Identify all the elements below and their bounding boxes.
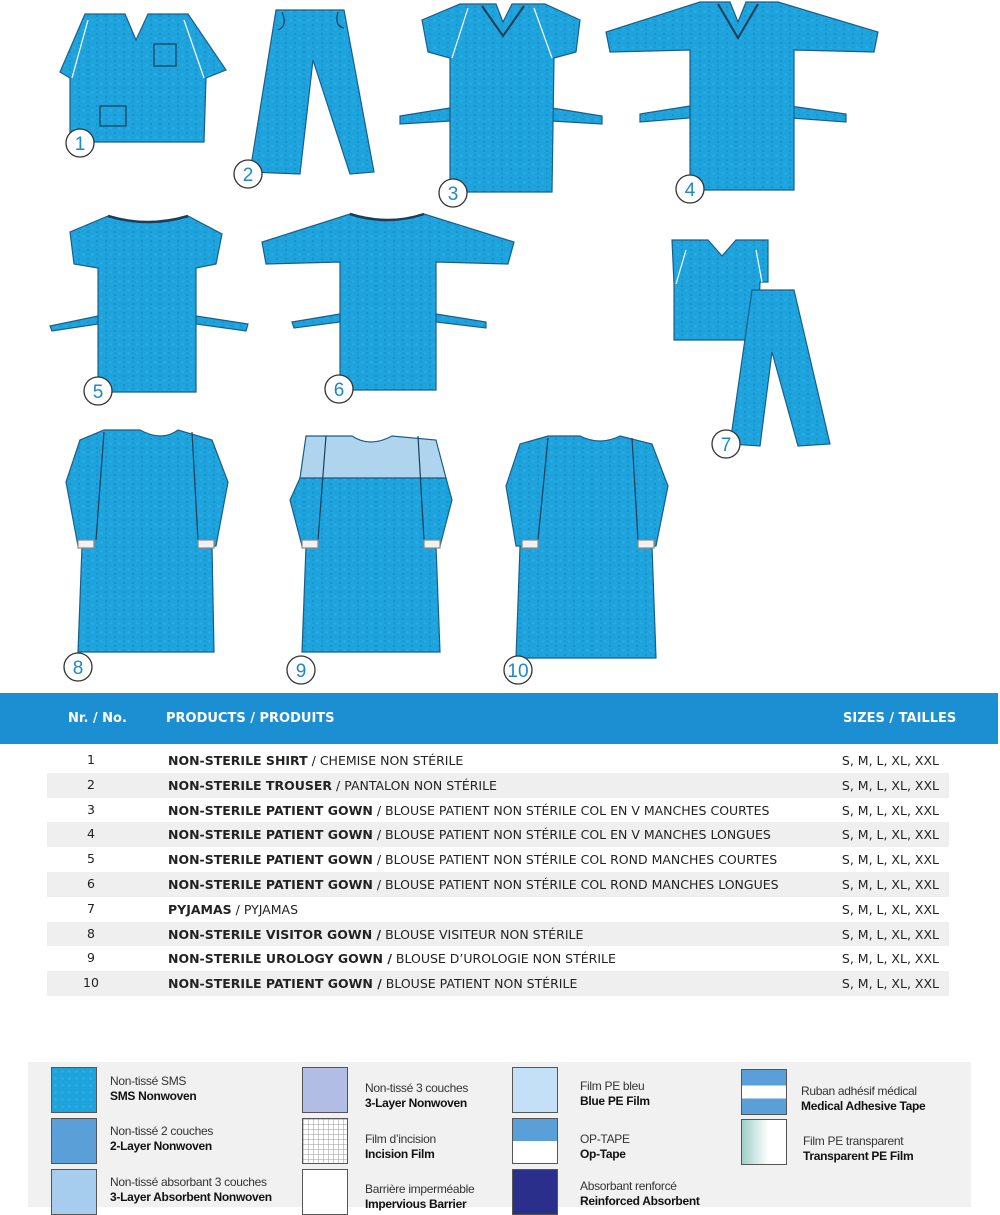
legend-label: OP-TAPE Op-Tape <box>580 1132 630 1161</box>
row-product <box>168 753 463 768</box>
table-row <box>47 822 949 847</box>
product-name-fr: / BLOUSE PATIENT NON STÉRILE COL EN V MANCHES COURTES <box>372 802 770 818</box>
row-sizes: S, M, L, XL, XXL <box>841 951 939 967</box>
figure-7-pyjamas <box>672 240 830 446</box>
row-sizes: S, M, L, XL, XXL <box>841 777 939 793</box>
figure-number-badge <box>64 653 92 681</box>
product-name-fr: / PANTALON NON STÉRILE <box>332 777 497 793</box>
material-legend <box>28 1062 971 1211</box>
product-name-en: NON-STERILE PATIENT GOWN <box>168 827 373 843</box>
product-name-en: NON-STERILE PATIENT GOWN <box>168 852 373 868</box>
product-name-fr: / BLOUSE PATIENT NON STÉRILE COL ROND MANCHES LONGUES <box>372 876 779 892</box>
figure-6-gown <box>262 214 514 390</box>
figure-2-trouser <box>250 10 374 174</box>
product-name-fr: BLOUSE D’UROLOGIE NON STÉRILE <box>391 951 616 967</box>
svg-text:8: 8 <box>72 658 84 679</box>
svg-text:1: 1 <box>74 134 86 155</box>
svg-text:9: 9 <box>295 661 307 682</box>
product-name-en: NON-STERILE PATIENT GOWN <box>168 802 373 818</box>
row-sizes: S, M, L, XL, XXL <box>841 976 939 992</box>
legend-label: Non-tissé SMS SMS Nonwoven <box>110 1074 197 1103</box>
swatch-medical-adhesive-tape <box>741 1069 787 1115</box>
figure-number-badge <box>676 175 704 203</box>
table-row <box>47 748 949 773</box>
table-row <box>47 847 949 872</box>
swatch-blue-pe-film <box>512 1067 558 1113</box>
product-name-en: NON-STERILE SHIRT <box>168 753 308 768</box>
row-number: 3 <box>87 801 95 817</box>
header-sizes: SIZES / TAILLES <box>843 711 957 726</box>
svg-text:3: 3 <box>447 184 459 205</box>
table-row <box>47 897 949 922</box>
svg-text:10: 10 <box>507 661 529 682</box>
table-row <box>47 773 949 798</box>
figure-number-badge <box>84 377 112 405</box>
product-name-fr: / CHEMISE NON STÉRILE <box>307 753 464 768</box>
legend-label: Absorbant renforcé Reinforced Absorbent <box>580 1179 700 1208</box>
svg-text:4: 4 <box>684 180 696 201</box>
row-product <box>168 927 583 942</box>
row-number: 1 <box>87 752 95 767</box>
row-product <box>168 951 616 966</box>
figure-10-gown <box>506 436 668 658</box>
product-name-en: NON-STERILE TROUSER <box>168 777 333 793</box>
row-product <box>168 852 777 867</box>
table-row <box>47 922 949 947</box>
swatch-transparent-pe-film <box>741 1119 787 1165</box>
product-name-en: NON-STERILE UROLOGY GOWN / <box>168 951 392 967</box>
row-sizes: S, M, L, XL, XXL <box>841 802 939 818</box>
legend-label: Barrière imperméable Impervious Barrier <box>365 1182 475 1211</box>
swatch-incision-film <box>302 1118 348 1164</box>
table-row <box>47 872 949 897</box>
product-name-fr: / PYJAMAS <box>231 901 299 917</box>
swatch-op-tape <box>512 1118 558 1164</box>
header-number: Nr. / No. <box>68 711 127 726</box>
product-name-fr: BLOUSE VISITEUR NON STÉRILE <box>381 926 584 942</box>
swatch-3-layer-absorbent <box>51 1169 97 1215</box>
figure-9-gown <box>290 436 452 652</box>
svg-text:6: 6 <box>333 380 345 401</box>
legend-label: Non-tissé absorbant 3 couches 3-Layer Absorbent Nonwoven <box>110 1175 272 1204</box>
row-sizes: S, M, L, XL, XXL <box>841 926 939 942</box>
legend-label: Film PE transparent Transparent PE Film <box>803 1134 914 1163</box>
figure-1-shirt <box>60 14 226 142</box>
figure-number-badge <box>439 179 467 207</box>
figure-4-gown <box>606 2 878 190</box>
swatch-sms-nonwoven <box>51 1067 97 1113</box>
row-sizes: S, M, L, XL, XXL <box>841 852 939 868</box>
row-product <box>168 877 779 892</box>
figure-number-badge <box>66 129 94 157</box>
legend-label: Film d’incision Incision Film <box>365 1132 436 1161</box>
figure-3-gown <box>400 4 602 192</box>
legend-label: Film PE bleu Blue PE Film <box>580 1079 650 1108</box>
figure-number-badge <box>287 656 315 684</box>
figure-number-badge <box>325 375 353 403</box>
header-products: PRODUCTS / PRODUITS <box>166 711 335 726</box>
svg-text:2: 2 <box>242 165 254 186</box>
row-number: 10 <box>83 975 99 991</box>
product-name-en: NON-STERILE VISITOR GOWN / <box>168 926 382 942</box>
row-number: 4 <box>87 826 95 842</box>
product-name-en: NON-STERILE PATIENT GOWN <box>168 876 373 892</box>
row-sizes: S, M, L, XL, XXL <box>841 753 939 768</box>
table-row <box>47 946 949 971</box>
figure-8-gown <box>66 430 228 652</box>
row-sizes: S, M, L, XL, XXL <box>841 876 939 892</box>
figure-number-badge <box>504 656 532 684</box>
row-product <box>168 902 298 917</box>
swatch-3-layer <box>302 1067 348 1113</box>
row-product <box>168 976 577 991</box>
product-name-en: NON-STERILE PATIENT GOWN / <box>168 976 382 992</box>
swatch-impervious-barrier <box>302 1169 348 1215</box>
product-name-fr: / BLOUSE PATIENT NON STÉRILE COL EN V MANCHES LONGUES <box>372 827 771 843</box>
row-sizes: S, M, L, XL, XXL <box>841 827 939 843</box>
row-product <box>168 827 771 842</box>
legend-label: Non-tissé 3 couches 3-Layer Nonwoven <box>365 1081 469 1110</box>
svg-text:7: 7 <box>720 435 732 456</box>
row-sizes: S, M, L, XL, XXL <box>841 901 939 917</box>
product-name-fr: BLOUSE PATIENT NON STÉRILE <box>381 976 578 992</box>
legend-label: Non-tissé 2 couches 2-Layer Nonwoven <box>110 1124 214 1153</box>
svg-text:5: 5 <box>92 382 104 403</box>
swatch-2-layer <box>51 1118 97 1164</box>
figure-number-badge <box>234 160 262 188</box>
table-header <box>0 693 998 744</box>
table-row <box>47 971 949 996</box>
table-row <box>47 798 949 823</box>
legend-label: Ruban adhésif médical Medical Adhesive Tape <box>801 1084 926 1113</box>
row-number: 7 <box>87 900 95 916</box>
swatch-reinforced-absorbent <box>512 1169 558 1215</box>
figure-5-gown <box>50 216 248 392</box>
row-product <box>168 803 769 818</box>
figure-number-badge <box>712 430 740 458</box>
product-name-en: PYJAMAS <box>168 901 232 917</box>
row-number: 5 <box>87 851 95 867</box>
product-table <box>47 748 949 996</box>
row-number: 2 <box>87 776 95 792</box>
row-product <box>168 778 497 793</box>
row-number: 6 <box>87 875 95 891</box>
row-number: 8 <box>87 925 95 941</box>
row-number: 9 <box>87 950 95 966</box>
product-name-fr: / BLOUSE PATIENT NON STÉRILE COL ROND MANCHES COURTES <box>372 852 778 868</box>
